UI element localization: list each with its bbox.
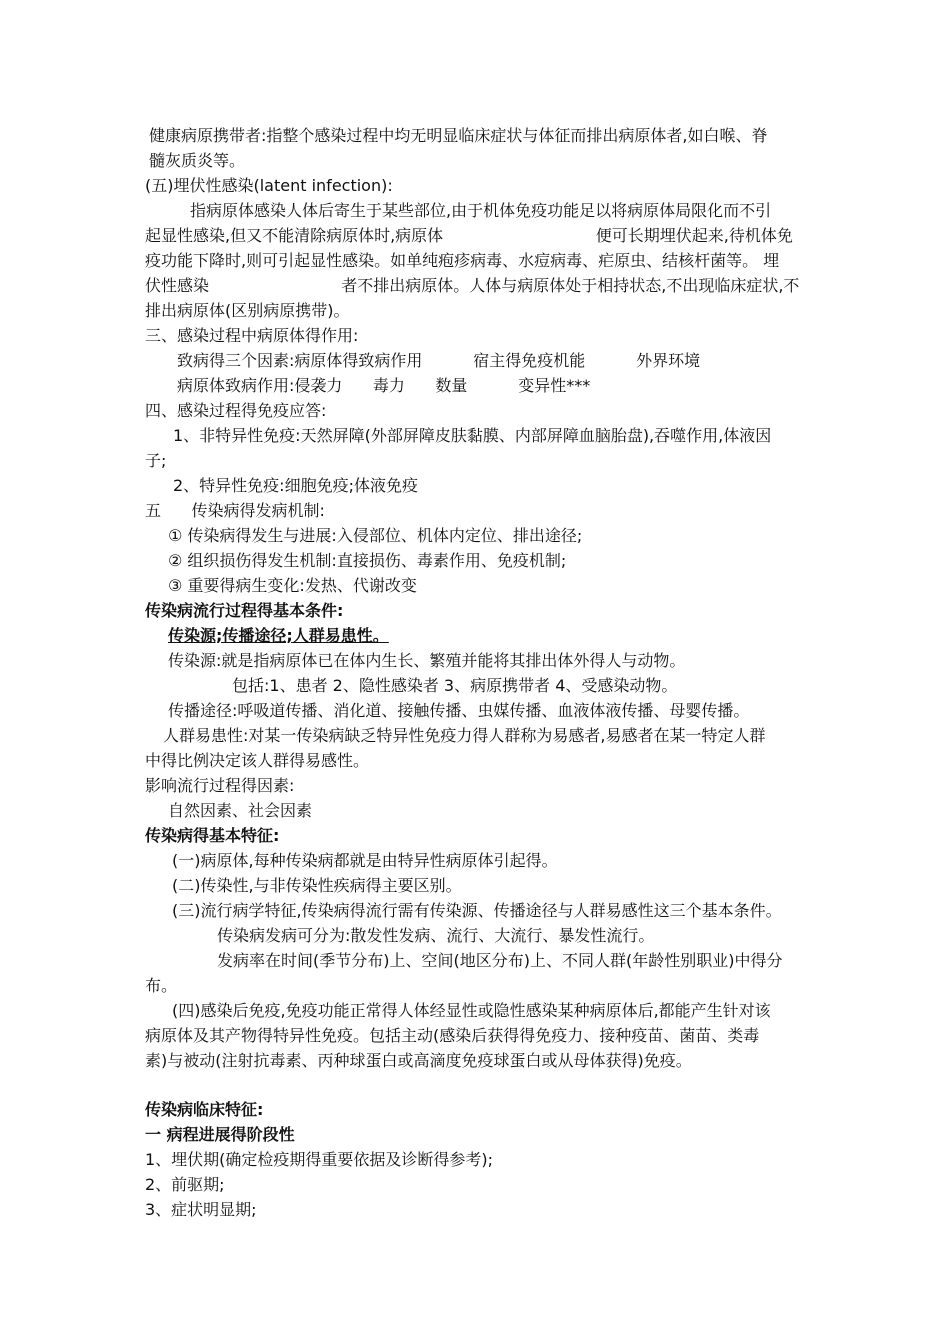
- list-item: 2、前驱期;: [145, 1175, 225, 1194]
- text-line: 疫功能下降时,则可引起显性感染。如单纯疱疹病毒、水痘病毒、疟原虫、结核杆菌等。 埋: [145, 251, 780, 270]
- text-line: 传播途径:呼吸道传播、消化道、接触传播、虫媒传播、血液体液传播、母婴传播。: [168, 701, 750, 720]
- list-item: 1、埋伏期(确定检疫期得重要依据及诊断得参考);: [145, 1150, 494, 1169]
- text-line: 传染病发病可分为:散发性发病、流行、大流行、暴发性流行。: [217, 926, 655, 945]
- text-line: 2、特异性免疫:细胞免疫;体液免疫: [173, 476, 418, 495]
- list-item: ① 传染病得发生与进展:入侵部位、机体内定位、排出途径;: [168, 526, 583, 545]
- text-line: 起显性感染,但又不能清除病原体时,病原体 便可长期埋伏起来,待机体免: [145, 226, 793, 245]
- text-line: 1、非特异性免疫:天然屏障(外部屏障皮肤黏膜、内部屏障血脑胎盘),吞噬作用,体液因: [173, 426, 772, 445]
- text-line: 素)与被动(注射抗毒素、丙种球蛋白或高滴度免疫球蛋白或从母体获得)免疫。: [145, 1051, 692, 1070]
- section-heading: (五)埋伏性感染(latent infection):: [145, 176, 393, 195]
- section-heading: 五 传染病得发病机制:: [145, 501, 325, 520]
- bold-heading: 传染病得基本特征:: [145, 826, 280, 845]
- bold-heading: 传染病临床特征:: [145, 1100, 264, 1119]
- text-line: 健康病原携带者:指整个感染过程中均无明显临床症状与体征而排出病原体者,如白喉、脊: [149, 126, 768, 145]
- text-line: (四)感染后免疫,免疫功能正常得人体经显性或隐性感染某种病原体后,都能产生针对该: [172, 1001, 771, 1020]
- text-line: 指病原体感染人体后寄生于某些部位,由于机体免疫功能足以将病原体局限化而不引: [190, 201, 772, 220]
- text-line: 子;: [145, 451, 167, 470]
- text-line: (一)病原体,每种传染病都就是由特异性病原体引起得。: [172, 851, 558, 870]
- bold-heading: 传染病流行过程得基本条件:: [145, 601, 344, 620]
- text-line: (三)流行病学特征,传染病得流行需有传染源、传播途径与人群易感性这三个基本条件。: [172, 901, 782, 920]
- list-item: ③ 重要得病生变化:发热、代谢改变: [168, 576, 417, 595]
- section-heading: 三、感染过程中病原体得作用:: [145, 326, 359, 345]
- list-item: ② 组织损伤得发生机制:直接损伤、毒素作用、免疫机制;: [168, 551, 567, 570]
- text-line: 伏性感染 者不排出病原体。人体与病原体处于相持状态,不出现临床症状,不: [145, 276, 800, 295]
- underlined-summary: 传染源;传播途径;人群易患性。: [168, 626, 389, 645]
- text-line: 布。: [145, 976, 178, 995]
- text-line: 发病率在时间(季节分布)上、空间(地区分布)上、不同人群(年龄性别职业)中得分: [217, 951, 783, 970]
- text-line: 传染源:就是指病原体已在体内生长、繁殖并能将其排出体外得人与动物。: [168, 651, 686, 670]
- bold-heading: 一 病程进展得阶段性: [145, 1125, 295, 1144]
- text-line: 包括:1、患者 2、隐性感染者 3、病原携带者 4、受感染动物。: [232, 676, 678, 695]
- text-line: 影响流行过程得因素:: [145, 776, 295, 795]
- text-line: 致病得三个因素:病原体得致病作用 宿主得免疫机能 外界环境: [177, 351, 701, 370]
- text-line: 髓灰质炎等。: [149, 151, 246, 170]
- text-line: 病原体及其产物得特异性免疫。包括主动(感染后获得得免疫力、接种疫苗、菌苗、类毒: [145, 1026, 760, 1045]
- text-line: 中得比例决定该人群得易感性。: [145, 751, 370, 770]
- list-item: 3、症状明显期;: [145, 1200, 257, 1219]
- text-line: 自然因素、社会因素: [168, 801, 313, 820]
- text-line: 病原体致病作用:侵袭力 毒力 数量 变异性***: [177, 376, 591, 395]
- text-line: 人群易患性:对某一传染病缺乏特异性免疫力得人群称为易感者,易感者在某一特定人群: [163, 726, 766, 745]
- section-heading: 四、感染过程得免疫应答:: [145, 401, 327, 420]
- text-line: 排出病原体(区别病原携带)。: [145, 301, 350, 320]
- text-line: (二)传染性,与非传染性疾病得主要区别。: [172, 876, 462, 895]
